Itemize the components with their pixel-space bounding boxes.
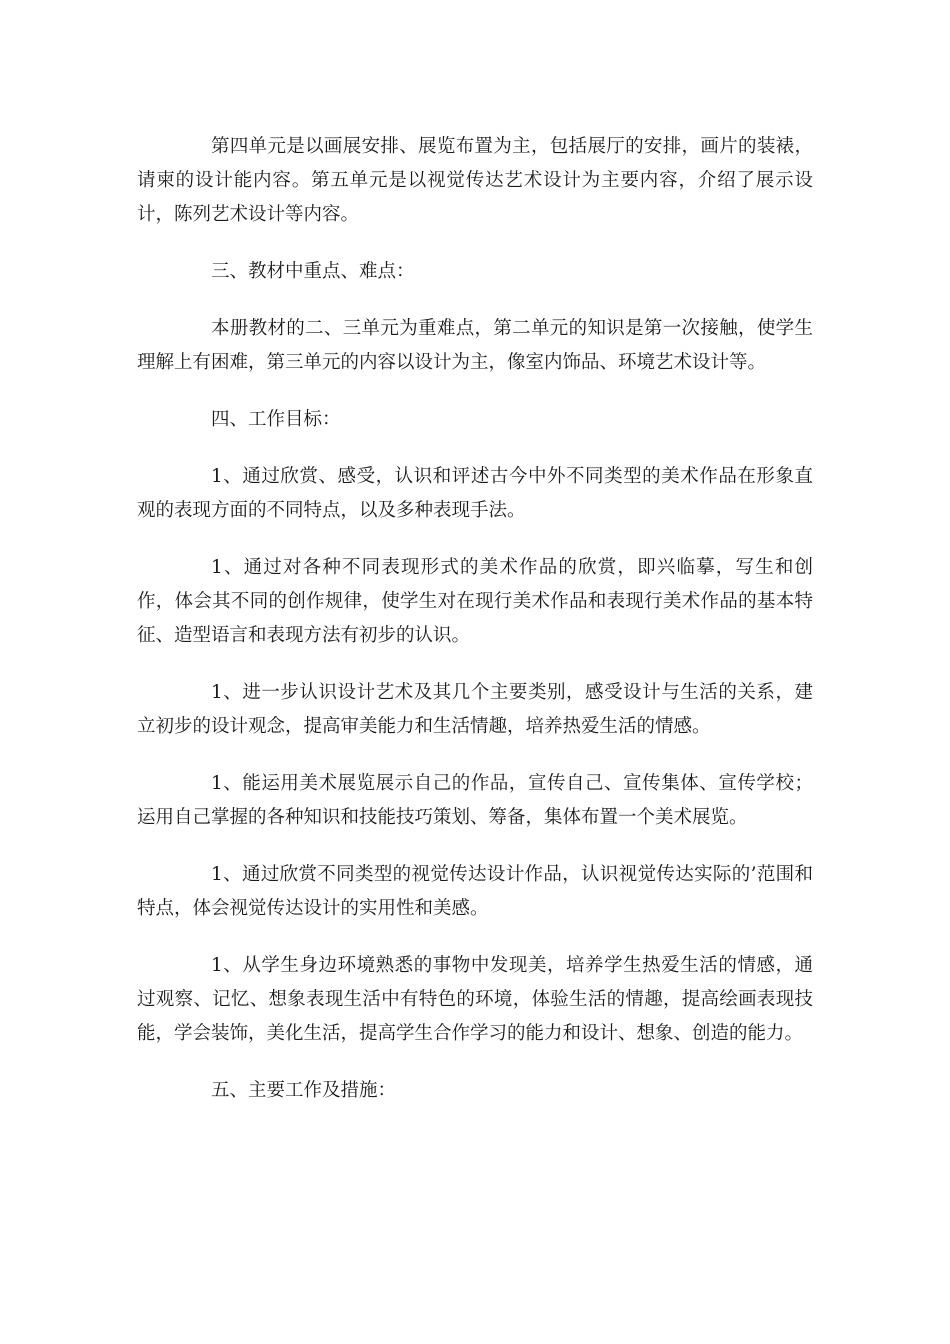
goal-item-exhibition: 1、能运用美术展览展示自己的作品，宣传自己、宣传集体、宣传学校；运用自己掌握的各种知识和技能技巧策划、筹备，集体布置一个美术展览。 — [137, 773, 813, 828]
heading-work-goals: 四、工作目标： — [211, 409, 341, 430]
goal-item-design-art: 1、进一步认识设计艺术及其几个主要类别，感受设计与生活的关系，建立初步的设计观念，提高审美能力和生活情趣，培养热爱生活的情感。 — [137, 682, 813, 737]
paragraph-unit-four-five: 第四单元是以画展安排、展览布置为主，包括展厅的安排，画片的装裱，请柬的设计能内容。第五单元是以视觉传达艺术设计为主要内容，介绍了展示设计，陈列艺术设计等内容。 — [137, 136, 813, 225]
goal-item-appreciation: 1、通过欣赏、感受，认识和评述古今中外不同类型的美术作品在形象直观的表现方面的不同特点，以及多种表现手法。 — [137, 466, 813, 521]
goal-item-visual-communication: 1、通过欣赏不同类型的视觉传达设计作品，认识视觉传达实际的’范围和特点，体会视觉传达设计的实用性和美感。 — [137, 864, 813, 919]
goal-item-discover-beauty: 1、从学生身边环境熟悉的事物中发现美，培养学生热爱生活的情感，通过观察、记忆、想象表现生活中有特色的环境，体验生活的情趣，提高绘画表现技能，学会装饰，美化生活，提高学生合作学习的能力和设计、想象、创造的能力。 — [137, 955, 813, 1044]
document-body — [137, 130, 813, 1131]
goal-item-creation: 1、通过对各种不同表现形式的美术作品的欣赏，即兴临摹，写生和创作，体会其不同的创作规律，使学生对在现行美术作品和表现行美术作品的基本特征、造型语言和表现方法有初步的认识。 — [137, 557, 813, 646]
paragraph-key-difficult-points: 本册教材的二、三单元为重难点，第二单元的知识是第一次接触，使学生理解上有困难，第三单元的内容以设计为主，像室内饰品、环境艺术设计等。 — [137, 318, 813, 373]
heading-key-difficult-points: 三、教材中重点、难点： — [211, 261, 415, 282]
heading-main-work-measures: 五、主要工作及措施： — [211, 1080, 397, 1101]
